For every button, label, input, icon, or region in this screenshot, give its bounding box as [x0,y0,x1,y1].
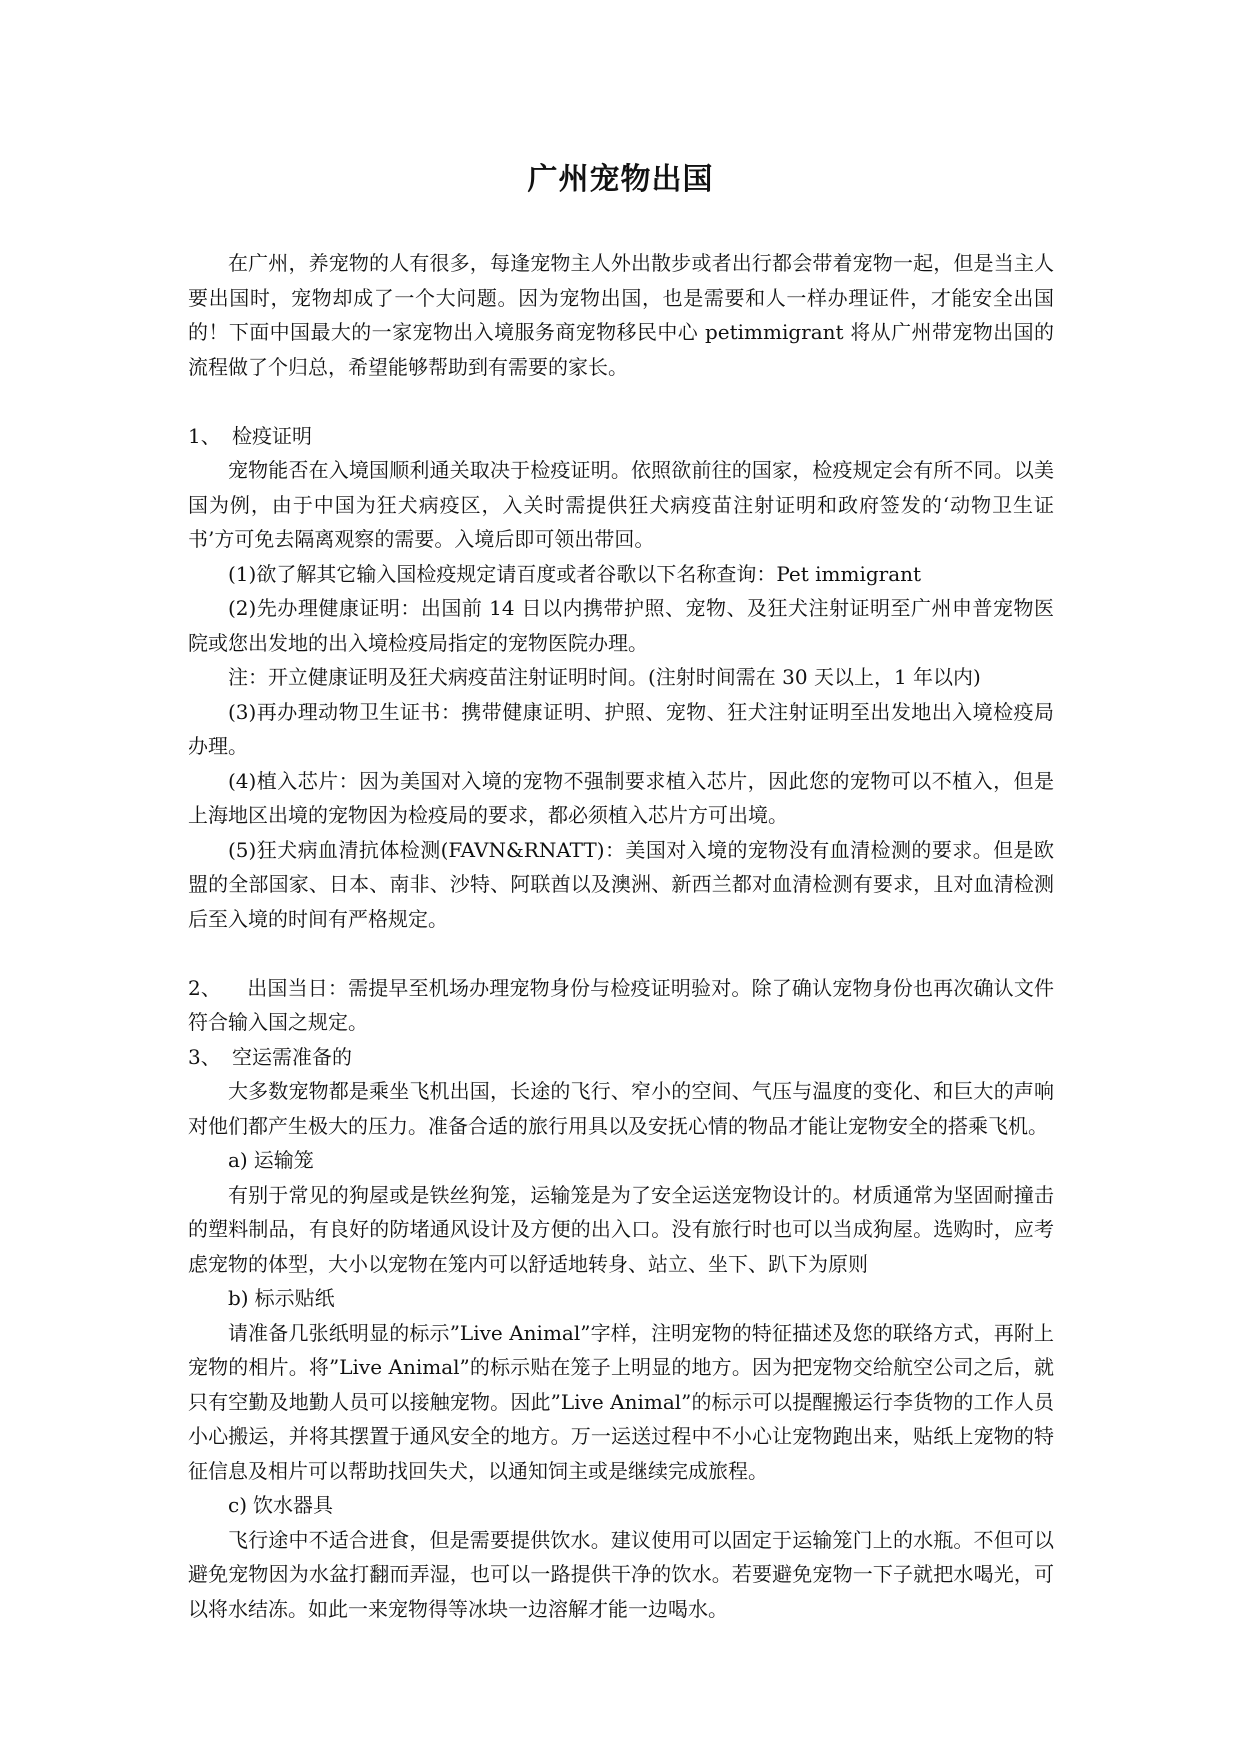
subsection-text: 请准备几张纸明显的标示”Live Animal”字样，注明宠物的特征描述及您的联络方式，再附上宠物的相片。将”Live Animal”的标示贴在笼子上明显的地方。因为把宠物交给航空公司之后，就只有空勤及地勤人员可以接触宠物。因此”Live Animal”的标示可以提醒搬运行李货物的工作人员小心搬运，并将其摆置于通风安全的地方。万一运送过程中不小心让宠物跑出来，贴纸上宠物的特征信息及相片可以帮助找回失犬，以通知饲主或是继续完成旅程。 [188,1320,1054,1483]
subsection-heading [188,1143,1054,1178]
subsection-title: 标示贴纸 [254,1286,335,1310]
section-1-item: (4)植入芯片：因为美国对入境的宠物不强制要求植入芯片，因此您的宠物可以不植入，但是上海地区出境的宠物因为检疫局的要求，都必须植入芯片方可出境。 [188,768,1054,827]
section-1-paragraph: 宠物能否在入境国顺利通关取决于检疫证明。依照欲前往的国家，检疫规定会有所不同。以美国为例，由于中国为狂犬病疫区，入关时需提供狂犬病疫苗注射证明和政府签发的‘动物卫生证书’方可免去隔离观察的需要。入境后即可领出带回。 [188,458,1054,551]
subsection-label: c) [228,1493,248,1517]
subsection-text: 飞行途中不适合进食，但是需要提供饮水。建议使用可以固定于运输笼门上的水瓶。不但可以避免宠物因为水盆打翻而弄湿，也可以一路提供干净的饮水。若要避免宠物一下子就把水喝光，可以将水结冻。如此一来宠物得等冰块一边溶解才能一边喝水。 [188,1527,1054,1621]
spacer [188,384,1054,419]
section-1-item: (1)欲了解其它输入国检疫规定请百度或者谷歌以下名称查询：Pet immigrant [228,561,922,586]
subsection-text: 有别于常见的狗屋或是铁丝狗笼，运输笼是为了安全运送宠物设计的。材质通常为坚固耐撞击的塑料制品，有良好的防堵通风设计及方便的出入口。没有旅行时也可以当成狗屋。选购时，应考虑宠物的体型，大小以宠物在笼内可以舒适地转身、站立、坐下、趴下为原则 [188,1182,1054,1276]
subsection-title: 运输笼 [253,1148,314,1172]
section-2-text: 出国当日：需提早至机场办理宠物身份与检疫证明验对。除了确认宠物身份也再次确认文件符合输入国之规定。 [188,975,1055,1034]
spacer [188,936,1054,971]
section-1-number: 1、 [188,423,221,448]
section-1-item: (3)再办理动物卫生证书：携带健康证明、护照、宠物、狂犬注射证明至出发地出入境检疫局办理。 [188,699,1054,758]
section-1-item: (2)先办理健康证明：出国前 14 日以内携带护照、宠物、及狂犬注射证明至广州申普宠物医院或您出发地的出入境检疫局指定的宠物医院办理。 [188,596,1054,655]
section-3-title: 空运需准备的 [232,1044,352,1069]
section-1-note: 注：开立健康证明及狂犬病疫苗注射证明时间。(注射时间需在 30 天以上，1 年以内) [228,665,981,689]
section-3-number: 3、 [188,1044,221,1069]
section-3-heading [188,1040,1054,1075]
section-2-paragraph [188,971,1054,1040]
document-title: 广州宠物出国 [527,162,714,197]
section-1-heading [188,419,1054,454]
subsection-label: a) [228,1148,248,1172]
section-3-paragraph: 大多数宠物都是乘坐飞机出国，长途的飞行、窄小的空间、气压与温度的变化、和巨大的声响对他们都产生极大的压力。准备合适的旅行用具以及安抚心情的物品才能让宠物安全的搭乘飞机。 [188,1079,1054,1138]
subsection-label: b) [228,1286,249,1310]
subsection-title: 饮水器具 [253,1493,334,1517]
section-1-item: (5)狂犬病血清抗体检测(FAVN&RNATT)：美国对入境的宠物没有血清检测的要求。但是欧盟的全部国家、日本、南非、沙特、阿联酋以及澳洲、新西兰都对血清检测有要求，且对血清检测后至入境的时间有严格规定。 [188,837,1054,931]
intro-paragraph: 在广州，养宠物的人有很多，每逢宠物主人外出散步或者出行都会带着宠物一起，但是当主人要出国时，宠物却成了一个大问题。因为宠物出国，也是需要和人一样办理证件，才能安全出国的！下面中国最大的一家宠物出入境服务商宠物移民中心 petimmigrant 将从广州带宠物出国的流程做了个归总，希望能够帮助到有需要的家长。 [188,251,1054,379]
subsection-heading [188,1488,1054,1523]
document-body [188,246,1054,1626]
section-1-title: 检疫证明 [232,423,312,448]
subsection-heading [188,1281,1054,1316]
section-2-number: 2、 [188,975,222,1000]
